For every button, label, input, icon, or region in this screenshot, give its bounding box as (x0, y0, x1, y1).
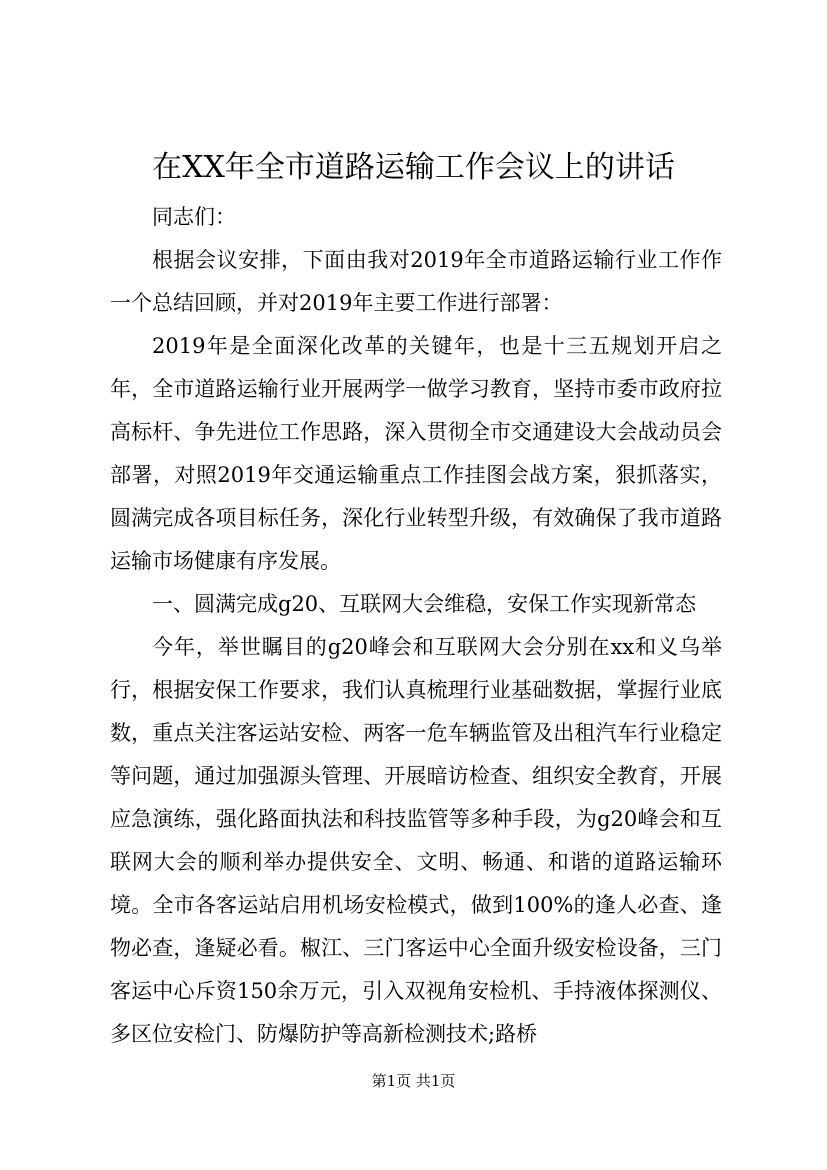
paragraph-security: 今年，举世瞩目的g20峰会和互联网大会分别在xx和义乌举行，根据安保工作要求，我们认真梳理行业基础数据，掌握行业底数，重点关注客运站安检、两客一危车辆监管及出租汽车行业稳定等问题，通过加强源头管理、开展暗访检查、组织安全教育，开展应急演练，强化路面执法和科技监管等多种手段，为g20峰会和互联网大会的顺利举办提供安全、文明、畅通、和谐的道路运输环境。全市各客运站启用机场安检模式，做到100%的逢人必查、逢物必查，逢疑必看。椒江、三门客运中心全面升级安检设备，三门客运中心斥资150余万元，引入双视角安检机、手持液体探测仪、多区位安检门、防爆防护等高新检测技术;路桥 (110, 635, 722, 1046)
document-body (110, 196, 722, 1056)
paragraph-intro: 根据会议安排，下面由我对2019年全市道路运输行业工作作一个总结回顾，并对2019年主要工作进行部署： (110, 248, 722, 315)
salutation: 同志们： (152, 205, 236, 229)
document-title: 在XX年全市道路运输工作会议上的讲话 (152, 150, 675, 185)
section-heading-1: 一、圆满完成g20、互联网大会维稳，安保工作实现新常态 (152, 592, 697, 616)
paragraph-overview: 2019年是全面深化改革的关键年，也是十三五规划开启之年，全市道路运输行业开展两学一做学习教育，坚持市委市政府拉高标杆、争先进位工作思路，深入贯彻全市交通建设大会战动员会部署，对照2019年交通运输重点工作挂图会战方案，狠抓落实，圆满完成各项目标任务，深化行业转型升级，有效确保了我市道路运输市场健康有序发展。 (110, 334, 722, 573)
page-footer: 第1页 共1页 (371, 1072, 456, 1090)
